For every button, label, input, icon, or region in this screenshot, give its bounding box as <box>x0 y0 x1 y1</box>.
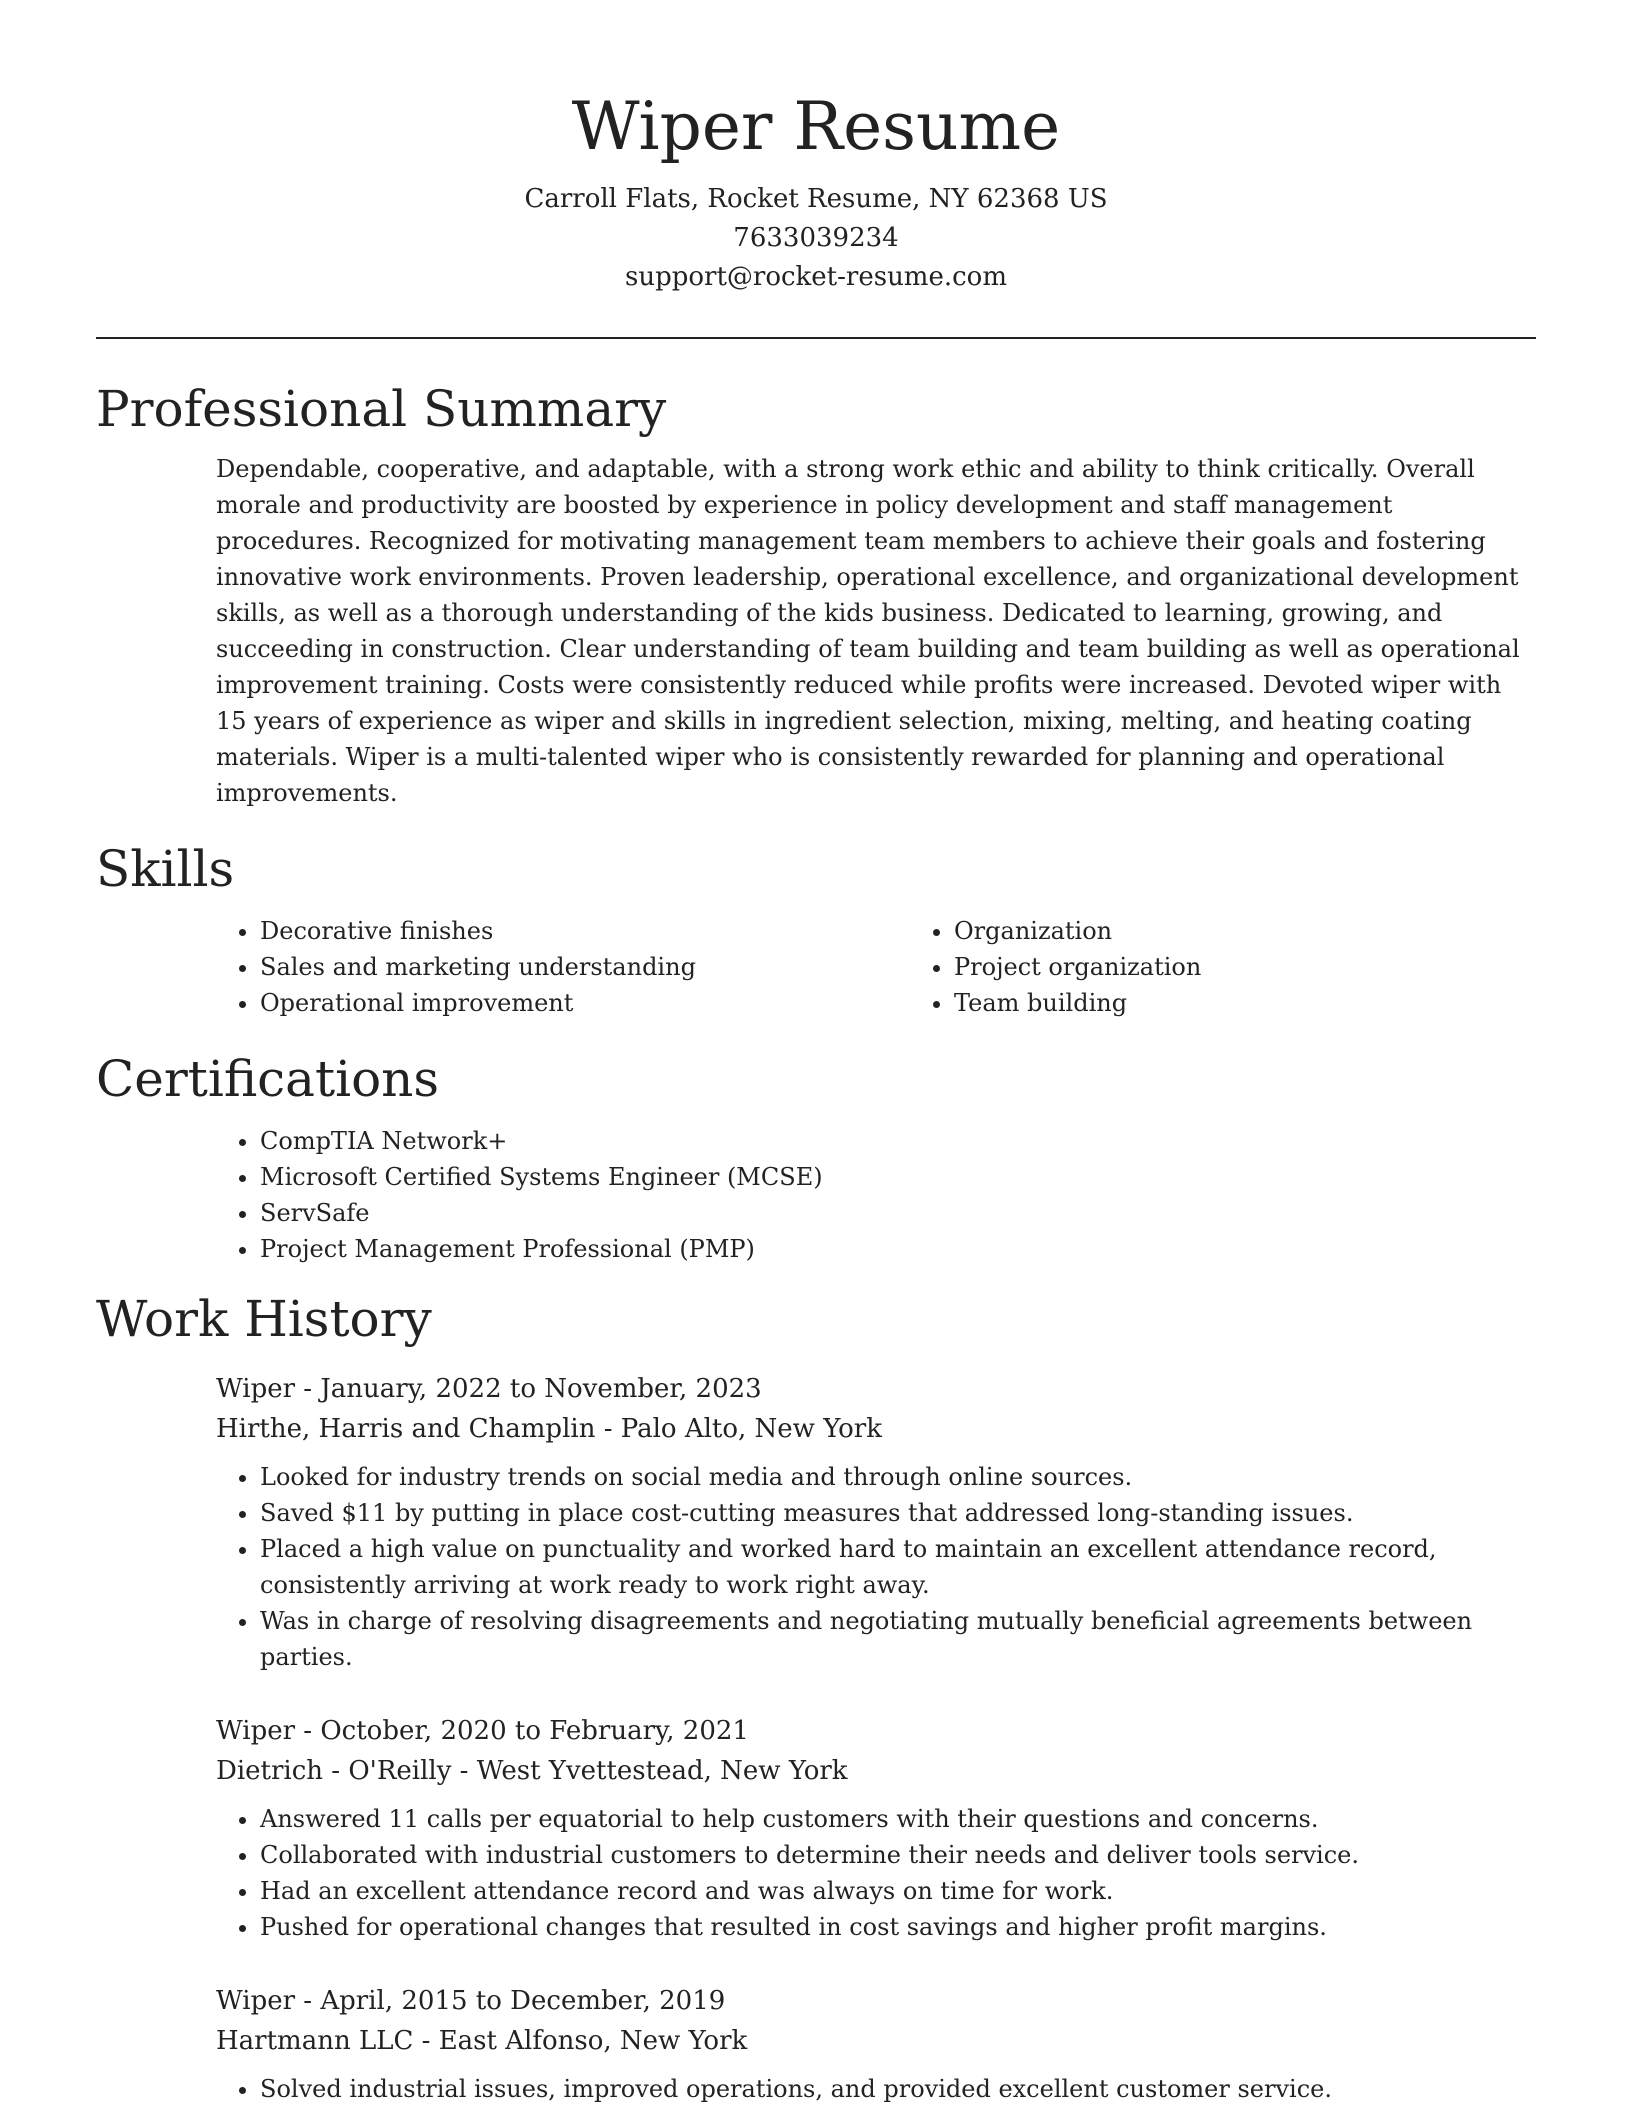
job-title: Wiper - October, 2020 to February, 2021 <box>216 1716 749 1746</box>
job-bullet: • Pushed for operational changes that resulted in cost savings and higher profit margins. <box>260 1909 1536 1945</box>
work-history-heading: Work History <box>96 1290 432 1348</box>
skill-item: • Operational improvement <box>260 985 910 1021</box>
skills-list-left <box>216 913 910 1021</box>
job-title: Wiper - January, 2022 to November, 2023 <box>216 1374 762 1404</box>
skill-item: • Decorative finishes <box>260 913 910 949</box>
job-bullet: • Had an excellent attendance record and was always on time for work. <box>260 1873 1536 1909</box>
skill-item: • Organization <box>954 913 1604 949</box>
skill-item: • Sales and marketing understanding <box>260 949 910 985</box>
resume-header <box>96 0 1536 297</box>
certification-item: • CompTIA Network+ <box>260 1123 1536 1159</box>
job-bullets <box>216 1459 1536 1675</box>
summary-text: Dependable, cooperative, and adaptable, with a strong work ethic and ability to think critically. Overall morale and productivity are boosted by experience in policy development and staff management procedures. Recognized for motivating management team members to achieve their goals and fostering innovative work environments. Proven leadership, operational excellence, and organizational development skills, as well as a thorough understanding of the kids business. Dedicated to learning, growing, and succeeding in construction. Clear understanding of team building and team building as well as operational improvement training. Costs were consistently reduced while profits were increased. Devoted wiper with 15 years of experience as wiper and skills in ingredient selection, mixing, melting, and heating coating materials. Wiper is a multi-talented wiper who is consistently rewarded for planning and operational improvements. <box>216 455 1520 807</box>
resume-page <box>96 0 1536 2107</box>
certification-item: • Project Management Professional (PMP) <box>260 1231 1536 1267</box>
job-bullet: • Solved industrial issues, improved operations, and provided excellent customer service. <box>260 2071 1536 2107</box>
certification-item: • ServSafe <box>260 1195 1536 1231</box>
job-bullets <box>216 2071 1536 2107</box>
header-divider <box>96 337 1536 339</box>
certification-item: • Microsoft Certified Systems Engineer (MCSE) <box>260 1159 1536 1195</box>
summary-heading: Professional Summary <box>96 380 667 438</box>
job-entry <box>216 1981 1536 2107</box>
job-bullet: • Collaborated with industrial customers to determine their needs and deliver tools service. <box>260 1837 1536 1873</box>
work-history-section <box>96 1289 1536 2107</box>
contact-phone: 7633039234 <box>733 223 899 253</box>
job-entry <box>216 1711 1536 1945</box>
contact-email: support@rocket-resume.com <box>624 262 1007 292</box>
contact-address: Carroll Flats, Rocket Resume, NY 62368 US <box>524 184 1108 214</box>
skill-item: • Project organization <box>954 949 1604 985</box>
job-company: Dietrich - O'Reilly - West Yvettestead, New York <box>216 1756 848 1786</box>
certifications-section <box>96 1049 1536 1267</box>
summary-section <box>96 379 1536 811</box>
job-company: Hartmann LLC - East Alfonso, New York <box>216 2026 748 2056</box>
job-bullet: • Answered 11 calls per equatorial to help customers with their questions and concerns. <box>260 1801 1536 1837</box>
job-bullet: • Was in charge of resolving disagreements and negotiating mutually beneficial agreements between parties. <box>260 1603 1536 1675</box>
job-bullet: • Placed a high value on punctuality and worked hard to maintain an excellent attendance record, consistently arriving at work ready to work right away. <box>260 1531 1536 1603</box>
job-company: Hirthe, Harris and Champlin - Palo Alto, New York <box>216 1414 882 1444</box>
certifications-heading: Certifications <box>96 1050 440 1108</box>
job-bullets <box>216 1801 1536 1945</box>
skills-section <box>96 839 1536 1021</box>
skills-heading: Skills <box>96 840 235 898</box>
job-bullet: • Looked for industry trends on social media and through online sources. <box>260 1459 1536 1495</box>
job-bullet: • Saved $11 by putting in place cost-cutting measures that addressed long-standing issues. <box>260 1495 1536 1531</box>
skill-item: • Team building <box>954 985 1604 1021</box>
resume-name: Wiper Resume <box>571 88 1061 165</box>
job-title: Wiper - April, 2015 to December, 2019 <box>216 1986 726 2016</box>
certifications-list <box>216 1123 1536 1267</box>
skills-list-right <box>910 913 1604 1021</box>
job-entry <box>216 1369 1536 1675</box>
skills-grid <box>216 913 1536 1021</box>
